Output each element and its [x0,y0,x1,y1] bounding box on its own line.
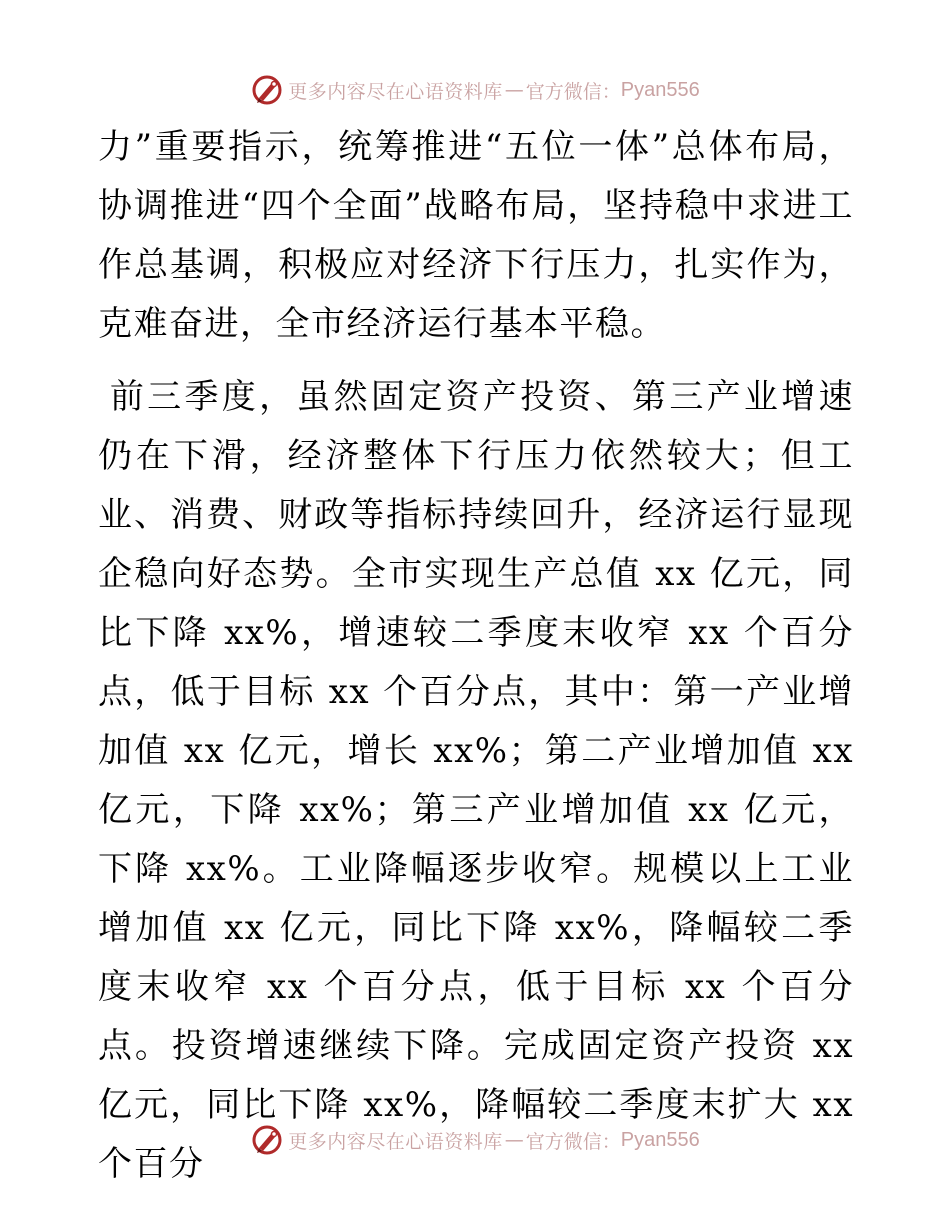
paragraph-1: 力”重要指示，统筹推进“五位一体”总体布局，协调推进“四个全面”战略布局，坚持稳中求进工作总基调，积极应对经济下行压力，扎实作为，克难奋进，全市经济运行基本平稳。 [98,127,854,344]
document-body [98,118,854,1194]
banner-wechat-id: Pyan556 [620,1128,700,1151]
banner-wechat-label: 官方微信： [525,1130,621,1153]
banner-text: 更多内容尽在心语资料库 [288,80,503,103]
pen-logo-icon [250,73,284,107]
banner-wechat-label: 官方微信： [525,80,621,103]
pen-logo-icon [250,1123,284,1157]
header-banner [0,70,950,110]
banner-dash: — [504,79,524,101]
paragraph-2: 前三季度，虽然固定资产投资、第三产业增速仍在下滑，经济整体下行压力依然较大；但工业、消费、财政等指标持续回升，经济运行显现企稳向好态势。全市实现生产总值 xx 亿元，同比下降 xx%，增速较二季度末收窄 xx 个百分点，低于目标 xx 个百分点，其中：第一产业增加值 xx 亿元，增长 xx%；第二产业增加值 xx 亿元，下降 xx%；第三产业增加值 xx 亿元，下降 xx%。工业降幅逐步收窄。规模以上工业增加值 xx 亿元，同比下降 xx%，降幅较二季度末收窄 xx 个百分点，低于目标 xx 个百分点。投资增速继续下降。完成固定资产投资 xx 亿元，同比下降 xx%，降幅较二季度末扩大 xx 个百分 [98,377,854,1184]
banner-dash: — [504,1129,524,1151]
footer-banner [0,1120,950,1160]
banner-wechat-id: Pyan556 [620,78,700,101]
banner-text: 更多内容尽在心语资料库 [288,1130,503,1153]
